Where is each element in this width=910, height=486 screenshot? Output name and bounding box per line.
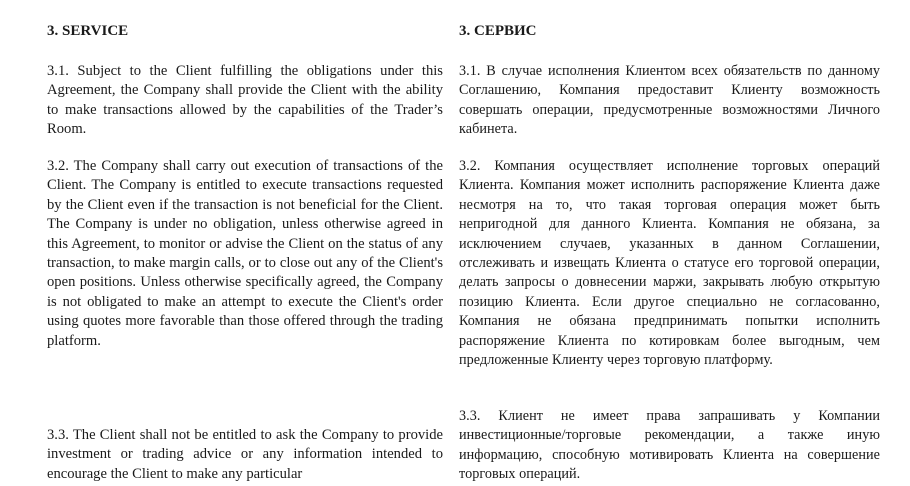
clause-3-2-ru: 3.2. Компания осуществляет исполнение торговых операций Клиента. Компания может исполнить распоряжение Клиента даже несмотря на то, что такая торговая операция может быть непригодной для данного Клиента. Компания не обязана, за исключением случаев, указанных в данном Соглашении, отслеживать и извещать Клиента о статусе его торговой операции, делать запросы о довнесении маржи, закрывать любую открытую позицию Клиента. Если другое специально не согласованно, Компания не обязана предпринимать попытки исполнить распоряжение Клиента по котировкам более выгодным, чем предложенные Клиенту через торговую платформу. bbox=[459, 158, 880, 369]
clause-3-3-ru: 3.3. Клиент не имеет права запрашивать у Компании инвестиционные/торговые рекомендации, а также иную информацию, способную мотивировать Клиента на совершение торговых операций. bbox=[459, 408, 880, 483]
section-heading-ru: 3. СЕРВИС bbox=[459, 23, 537, 39]
clause-3-3-en: 3.3. The Client shall not be entitled to ask the Company to provide investment or trading advice or any information intended to encourage the Client to make any particular bbox=[47, 427, 443, 482]
clause-3-1-en: 3.1. Subject to the Client fulfilling the obligations under this Agreement, the Company shall provide the Client with the ability to make transactions allowed by the capabilities of the Trader’s Room. bbox=[47, 63, 443, 138]
section-heading-en: 3. SERVICE bbox=[47, 23, 129, 39]
clause-3-2-en: 3.2. The Company shall carry out execution of transactions of the Client. The Company is entitled to execute transactions requested by the Client even if the transaction is not beneficial for the Client. The Company is under no obligation, unless otherwise agreed in this Agreement, to monitor or advise the Client on the status of any transaction, to make margin calls, or to close out any of the Client's open positions. Unless otherwise specifically agreed, the Company is not obligated to make an attempt to execute the Client's order using quotes more favorable than those offered through the trading platform. bbox=[47, 158, 443, 349]
clause-3-1-ru: 3.1. В случае исполнения Клиентом всех обязательств по данному Соглашению, Компания предоставит Клиенту возможность совершать операции, предусмотренные возможностями Личного кабинета. bbox=[459, 63, 880, 138]
